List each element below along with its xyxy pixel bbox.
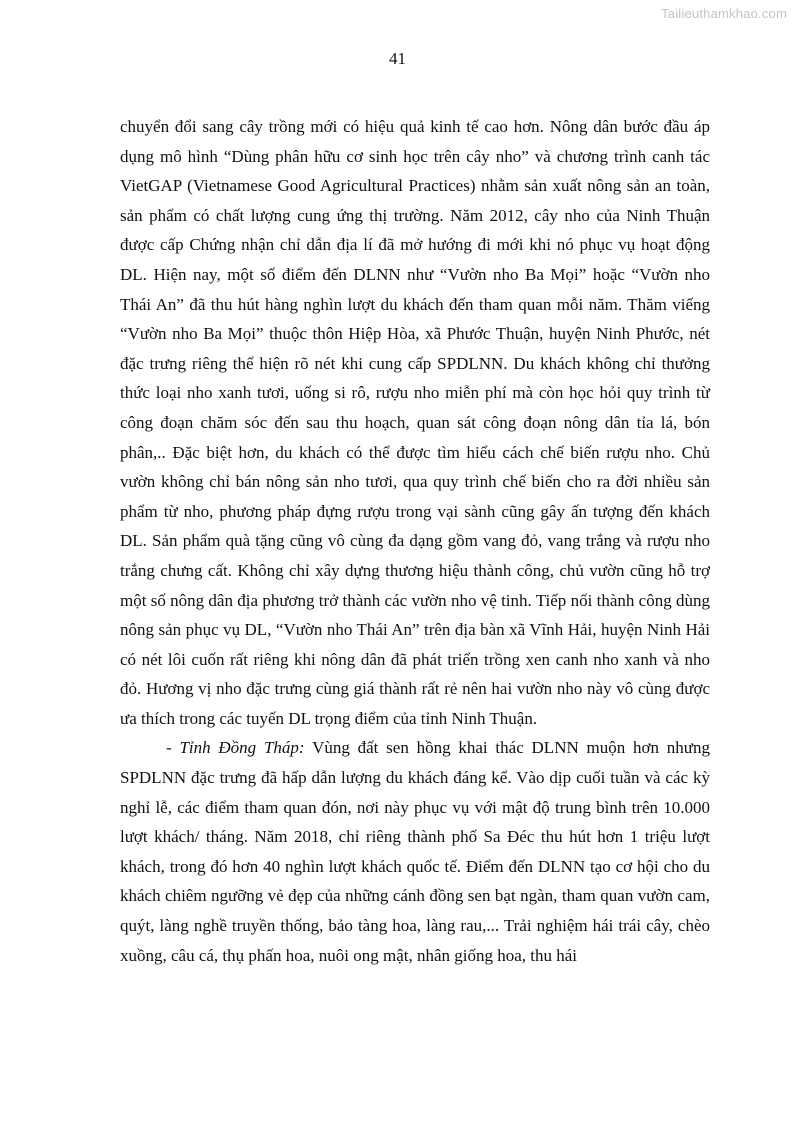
paragraph-dong-thap-text: Vùng đất sen hồng khai thác DLNN muộn hơn nhưng SPDLNN đặc trưng đã hấp dẫn lượng du khách đáng kể. Vào dịp cuối tuần và các kỳ nghỉ lễ, các điểm tham quan đón, nơi này phục vụ với mật độ trung bình trên 10.000 lượt khách/ tháng. Năm 2018, chỉ riêng thành phố Sa Đéc thu hút hơn 1 triệu lượt khách, trong đó hơn 40 nghìn lượt khách quốc tế. Điểm đến DLNN tạo cơ hội cho du khách chiêm ngưỡng vẻ đẹp của những cánh đồng sen bạt ngàn, tham quan vườn cam, quýt, làng nghề truyền thống, bảo tàng hoa, làng rau,... Trải nghiệm hái trái cây, chèo xuồng, câu cá, thụ phấn hoa, nuôi ong mật, nhân giống hoa, thu hái — [120, 738, 711, 965]
list-dash: - — [166, 738, 180, 758]
watermark-text: Tailieuthamkhao.com — [661, 6, 787, 21]
province-heading: Tỉnh Đồng Tháp: — [179, 738, 305, 758]
paragraph-dong-thap — [120, 733, 710, 970]
document-body — [120, 112, 710, 970]
page-number: 41 — [389, 49, 406, 68]
paragraph-ninh-thuan: chuyển đổi sang cây trồng mới có hiệu quả kinh tế cao hơn. Nông dân bước đầu áp dụng mô hình “Dùng phân hữu cơ sinh học trên cây nho” và chương trình canh tác VietGAP (Vietnamese Good Agricultural Practices) nhằm sản xuất nông sản an toàn, sản phẩm có chất lượng cung ứng thị trường. Năm 2012, cây nho của Ninh Thuận được cấp Chứng nhận chỉ dẫn địa lí đã mở hướng đi mới khi nó phục vụ hoạt động DL. Hiện nay, một số điểm đến DLNN như “Vườn nho Ba Mọi” hoặc “Vườn nho Thái An” đã thu hút hàng nghìn lượt du khách đến tham quan mỗi năm. Thăm viếng “Vườn nho Ba Mọi” thuộc thôn Hiệp Hòa, xã Phước Thuận, huyện Ninh Phước, nét đặc trưng riêng thể hiện rõ nét khi cung cấp SPDLNN. Du khách không chỉ thưởng thức loại nho xanh tươi, uống si rô, rượu nho miễn phí mà còn học hỏi quy trình từ công đoạn chăm sóc đến sau thu hoạch, quan sát công đoạn nông dân tỉa lá, bón phân,.. Đặc biệt hơn, du khách có thể được tìm hiểu cách chế biến rượu nho. Chủ vườn không chỉ bán nông sản nho tươi, qua quy trình chế biến cho ra đời nhiều sản phẩm từ nho, phương pháp đựng rượu trong vại sành cũng gây ấn tượng đến khách DL. Sản phẩm quà tặng cũng vô cùng đa dạng gồm vang đỏ, vang trắng và rượu nho trắng chưng cất. Không chỉ xây dựng thương hiệu thành công, chủ vườn cũng hỗ trợ một số nông dân địa phương trở thành các vườn nho vệ tinh. Tiếp nối thành công dùng nông sản phục vụ DL, “Vườn nho Thái An” trên địa bàn xã Vĩnh Hải, huyện Ninh Hải có nét lôi cuốn rất riêng khi nông dân đã phát triển trồng xen canh nho xanh và nho đỏ. Hương vị nho đặc trưng cùng giá thành rất rẻ nên hai vườn nho này vô cùng được ưa thích trong các tuyến DL trọng điểm của tỉnh Ninh Thuận. — [120, 117, 710, 728]
